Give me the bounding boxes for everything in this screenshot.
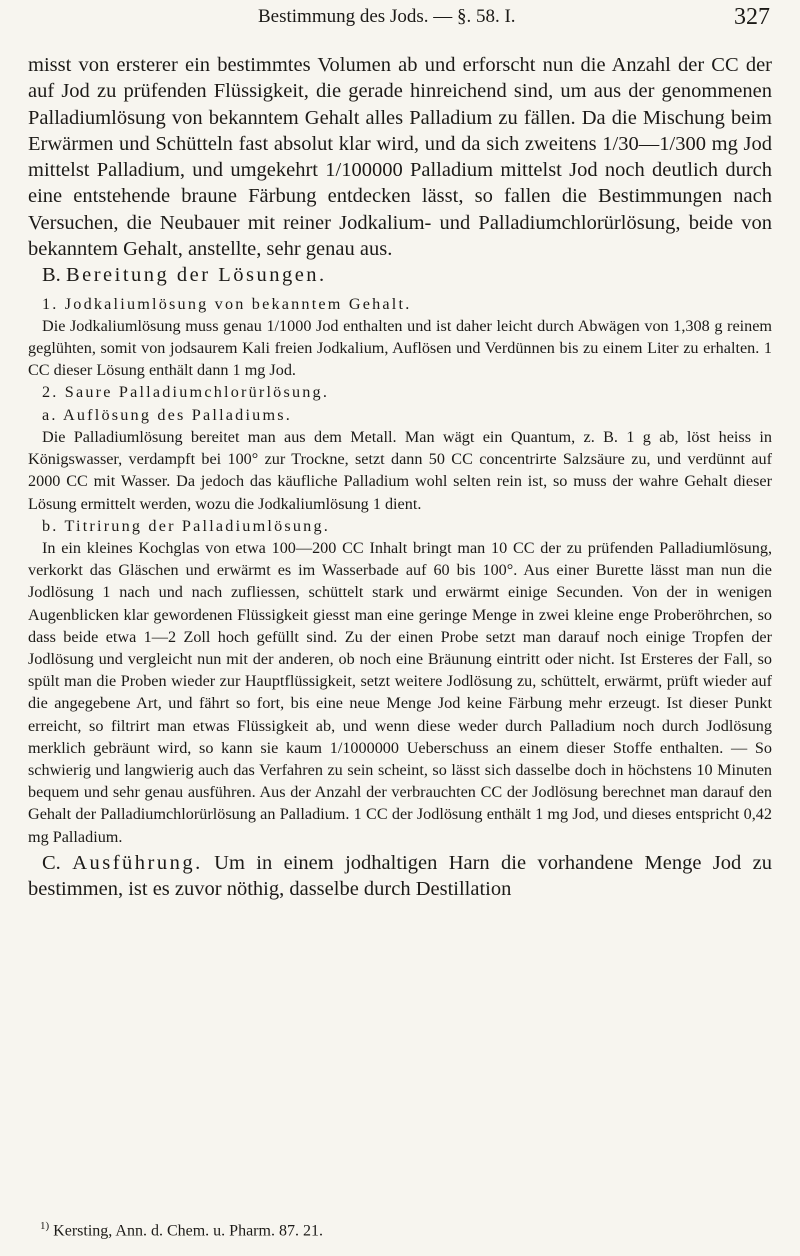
section-c-paragraph bbox=[28, 850, 772, 903]
subsection-2-heading: 2. Saure Palladiumchlorürlösung. bbox=[42, 383, 330, 402]
subsection-2a-heading: a. Auflösung des Palladiums. bbox=[42, 405, 292, 424]
subsection-2a-text: Die Palladiumlösung bereitet man aus dem Metall. Man wägt ein Quantum, z. B. 1 g ab, löst heiss in Königswasser, verdampft bei 100° zur Trockne, setzt dann 50 CC concentrirte Salzsäure zu, und verdünnt auf 2000 CC mit Wasser. Da jedoch das käufliche Palladium wohl selten rein ist, so muss der wahre Gehalt dieser Lösung ermittelt werden, wozu die Jodkaliumlösung 1 dient. bbox=[28, 427, 772, 513]
section-b-title: Bereitung der Lösungen. bbox=[65, 264, 327, 287]
running-head bbox=[0, 6, 800, 34]
subsection-2b-heading: b. Titrirung der Palladiumlösung. bbox=[42, 516, 330, 535]
running-title: Bestimmung des Jods. — §. 58. I. bbox=[258, 6, 516, 27]
section-c-text: Um in einem jodhaltigen Harn die vorhandene Menge Jod zu bestimmen, ist es zuvor nöthig, dasselbe durch Destillation bbox=[28, 851, 773, 901]
footnote bbox=[40, 1220, 323, 1240]
subsection-1-text: Die Jodkaliumlösung muss genau 1/1000 Jod enthalten und ist daher leicht durch Abwägen von 1,308 g reinem geglühten, somit von jodsaurem Kali freien Jodkalium, Auflösen und Verdünnen bis zu einem Liter zu erhalten. 1 CC dieser Lösung enthält dann 1 mg Jod. bbox=[28, 316, 772, 380]
footnote-text: Kersting, Ann. d. Chem. u. Pharm. 87. 21. bbox=[53, 1222, 323, 1240]
section-b-letter: B. bbox=[42, 264, 61, 287]
section-b-heading bbox=[28, 262, 772, 288]
page-number: 327 bbox=[734, 4, 770, 30]
body-text bbox=[28, 52, 772, 902]
section-c-letter: C. bbox=[42, 851, 61, 874]
intro-paragraph: misst von ersterer ein bestimmtes Volumen ab und erforscht nun die Anzahl der CC der auf Jod zu prüfenden Flüssigkeit, die gerade hinreichend sind, um aus der genommenen Palladiumlösung von bekanntem Gehalt alles Palladium zu fällen. Da die Mischung beim Erwärmen und Schütteln fast absolut klar wird, und da sich zweitens 1/30—1/300 mg Jod mittelst Palladium, und umgekehrt 1/100000 Palladium mittelst Jod noch deutlich durch eine entstehende braune Färbung entdecken lässt, so fallen die Bestimmungen nach Versuchen, die Neubauer mit reiner Jodkalium- und Palladiumchlorürlösung, beide von bekanntem Gehalt, anstellte, sehr genau aus. bbox=[28, 54, 772, 261]
footnote-marker: 1) bbox=[40, 1220, 50, 1232]
section-b-body bbox=[28, 293, 772, 848]
section-c-title: Ausführung. bbox=[72, 851, 203, 874]
subsection-2b-text: In ein kleines Kochglas von etwa 100—200 CC Inhalt bringt man 10 CC der zu prüfenden Palladiumlösung, verkorkt das Gläschen und erwärmt es im Wasserbade auf 60 bis 100°. Aus einer Burette lässt man nun die Jodlösung 1 nach und nach zufliessen, schüttelt stark und erwärmt einige Secunden. Von der in wenigen Augenblicken klar gewordenen Flüssigkeit giesst man eine geringe Menge in zwei kleine enge Proberöhrchen, so dass beide etwa 1—2 Zoll hoch gefüllt sind. Zu der einen Probe setzt man darauf noch einige Tropfen der Jodlösung und vergleicht nun mit der anderen, ob noch eine Bräunung eintritt oder nicht. Ist Ersteres der Fall, so spült man die Proben wieder zur Hauptflüssigkeit, setzt weitere Jodlösung zu, schüttelt, erwärmt, prüft wieder auf die angegebene Art, und fährt so fort, bis eine neue Menge Jod keine Färbung mehr erzeugt. Ist dieser Punkt erreicht, so filtrirt man etwas Flüssigkeit ab, und wenn diese weder durch Palladium noch durch Jodlösung merklich gebräunt wird, so kann sie kaum 1/1000000 Ueberschuss an einem dieser Stoffe enthalten. — So schwierig und langwierig auch das Verfahren zu sein scheint, so lässt sich dasselbe doch in höchstens 10 Minuten bequem und sehr genau ausführen. Aus der Anzahl der verbrauchten CC der Jodlösung berechnet man darauf den Gehalt der Palladiumchlorürlösung an Palladium. 1 CC der Jodlösung enthält 1 mg Jod, und dieses entspricht 0,42 mg Palladium. bbox=[28, 538, 772, 846]
subsection-1-heading: 1. Jodkaliumlösung von bekanntem Gehalt. bbox=[42, 294, 412, 313]
